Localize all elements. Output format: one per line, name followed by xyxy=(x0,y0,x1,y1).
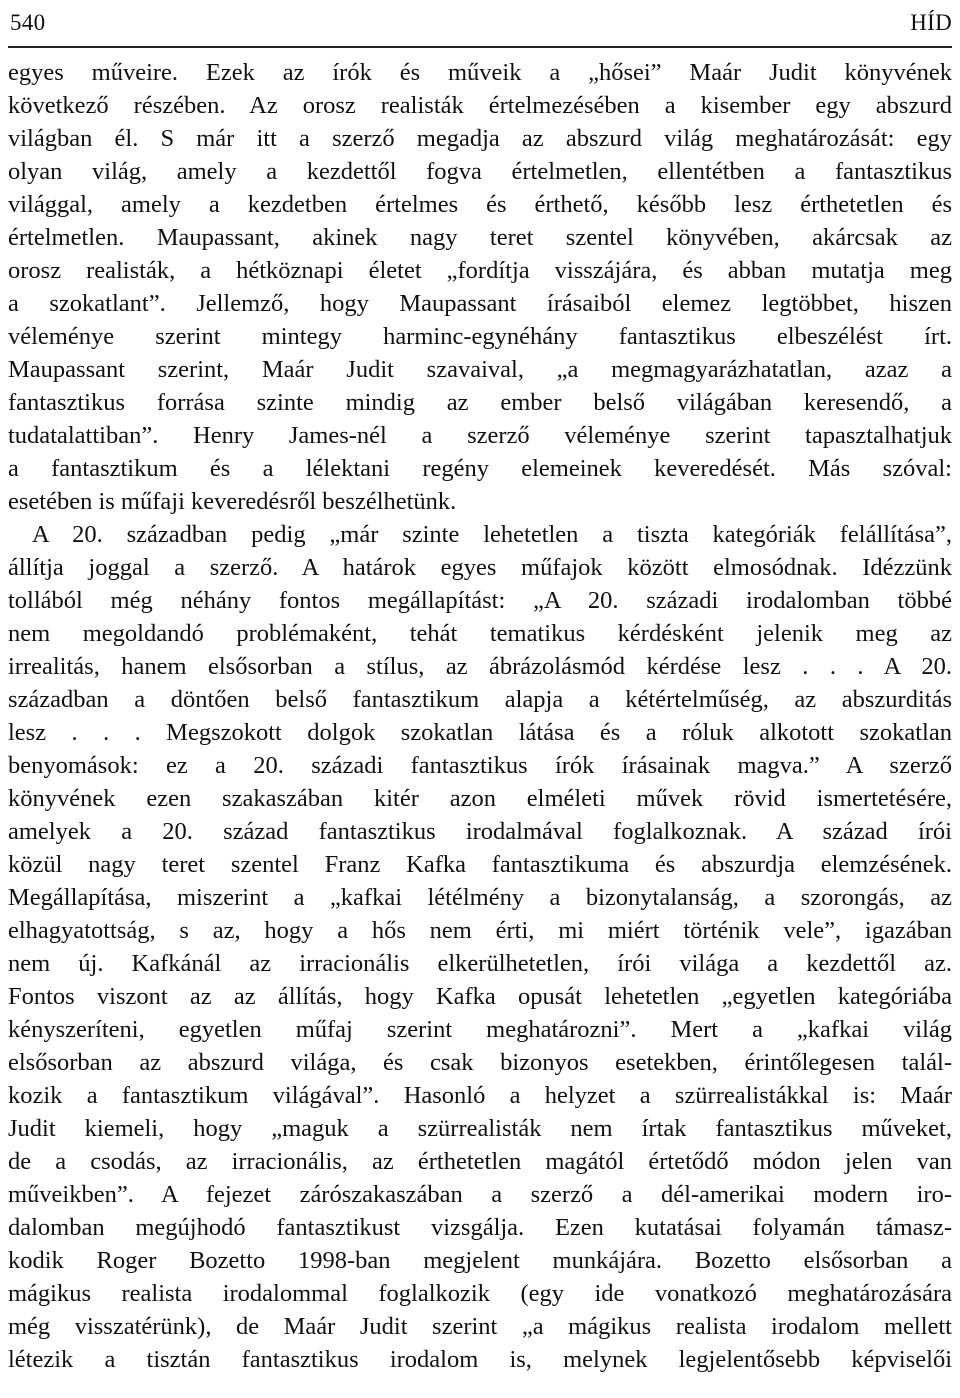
body-text xyxy=(8,56,952,1376)
running-head xyxy=(10,8,952,38)
text-line: de a csodás, az irracionális, az érthetetlen magától értetődő módon jelen van xyxy=(8,1148,952,1175)
text-line: kozik a fantasztikum világával”. Hasonló a helyzet a szürrealistákkal is: Maár xyxy=(8,1082,952,1109)
journal-title: HÍD xyxy=(910,10,952,35)
text-line: században a döntően belső fantasztikum alapja a kétértelműség, az abszurditás xyxy=(8,686,952,713)
text-line: elsősorban az abszurd világa, és csak bizonyos esetekben, érintőlegesen talál- xyxy=(8,1049,952,1076)
text-line: amelyek a 20. század fantasztikus irodalmával foglalkoznak. A század írói xyxy=(8,818,952,845)
text-line: létezik a tisztán fantasztikus irodalom is, melynek legjelentősebb képviselői xyxy=(8,1346,952,1373)
text-line: tudatalattiban”. Henry James-nél a szerző véleménye szerint tapasztalhatjuk xyxy=(8,422,952,449)
text-line: Fontos viszont az az állítás, hogy Kafka opusát lehetetlen „egyetlen kategóriába xyxy=(8,983,952,1010)
text-line: világgal, amely a kezdetben értelmes és érthető, később lesz érthetetlen és xyxy=(8,191,952,218)
text-line: kodik Roger Bozetto 1998-ban megjelent munkájára. Bozetto elsősorban a xyxy=(8,1247,952,1274)
text-line: következő részében. Az orosz realisták értelmezésében a kisember egy abszurd xyxy=(8,92,952,119)
text-line: nem megoldandó problémaként, tehát tematikus kérdésként jelenik meg az xyxy=(8,620,952,647)
text-line: dalomban megújhodó fantasztikust vizsgálja. Ezen kutatásai folyamán támasz- xyxy=(8,1214,952,1241)
text-line: világban él. S már itt a szerző megadja az abszurd világ meghatározását: egy xyxy=(8,125,952,152)
text-line: még visszatérünk), de Maár Judit szerint „a mágikus realista irodalom mellett xyxy=(8,1313,952,1340)
text-line: állítja joggal a szerző. A határok egyes műfajok között elmosódnak. Idézzünk xyxy=(8,554,952,581)
text-line: a fantasztikum és a lélektani regény elemeinek keveredését. Más szóval: xyxy=(8,455,952,482)
text-line: könyvének ezen szakaszában kitér azon elméleti művek rövid ismertetésére, xyxy=(8,785,952,812)
text-line: kényszeríteni, egyetlen műfaj szerint meghatározni”. Mert a „kafkai világ xyxy=(8,1016,952,1043)
text-line: nem új. Kafkánál az irracionális elkerülhetetlen, írói világa a kezdettől az. xyxy=(8,950,952,977)
text-line: irrealitás, hanem elsősorban a stílus, az ábrázolásmód kérdése lesz . . . A 20. xyxy=(8,653,952,680)
text-line: lesz . . . Megszokott dolgok szokatlan látása és a róluk alkotott szokatlan xyxy=(8,719,952,746)
text-line: fantasztikus forrása szinte mindig az ember belső világában keresendő, a xyxy=(8,389,952,416)
text-line: Maupassant szerint, Maár Judit szavaival, „a megmagyarázhatatlan, azaz a xyxy=(8,356,952,383)
text-line: tollából még néhány fontos megállapítást: „A 20. századi irodalomban többé xyxy=(8,587,952,614)
text-line: benyomások: ez a 20. századi fantasztikus írók írásainak magva.” A szerző xyxy=(8,752,952,779)
page-number: 540 xyxy=(10,10,46,35)
text-line: Judit kiemeli, hogy „maguk a szürrealisták nem írtak fantasztikus műveket, xyxy=(8,1115,952,1142)
text-line: orosz realisták, a hétköznapi életet „fordítja visszájára, és abban mutatja meg xyxy=(8,257,952,284)
text-line: Megállapítása, miszerint a „kafkai létélmény a bizonytalanság, a szorongás, az xyxy=(8,884,952,911)
text-line: elhagyatottság, s az, hogy a hős nem érti, mi miért történik vele”, igazában xyxy=(8,917,952,944)
header-rule xyxy=(8,46,952,48)
text-line: véleménye szerint mintegy harminc-egynéhány fantasztikus elbeszélést írt. xyxy=(8,323,952,350)
text-line: műveikben”. A fejezet zárószakaszában a szerző a dél-amerikai modern iro- xyxy=(8,1181,952,1208)
text-line: olyan világ, amely a kezdettől fogva értelmetlen, ellentétben a fantasztikus xyxy=(8,158,952,185)
text-line: A 20. században pedig „már szinte lehetetlen a tiszta kategóriák felállítása”, xyxy=(32,521,952,548)
text-line: a szokatlant”. Jellemző, hogy Maupassant írásaiból elemez legtöbbet, hiszen xyxy=(8,290,952,317)
text-line: mágikus realista irodalommal foglalkozik (egy ide vonatkozó meghatározására xyxy=(8,1280,952,1307)
text-line: esetében is műfaji keveredésről beszélhetünk. xyxy=(8,488,457,515)
text-line: értelmetlen. Maupassant, akinek nagy teret szentel könyvében, akárcsak az xyxy=(8,224,952,251)
text-line: közül nagy teret szentel Franz Kafka fantasztikuma és abszurdja elemzésének. xyxy=(8,851,952,878)
text-line: egyes műveire. Ezek az írók és műveik a „hősei” Maár Judit könyvének xyxy=(8,59,952,86)
